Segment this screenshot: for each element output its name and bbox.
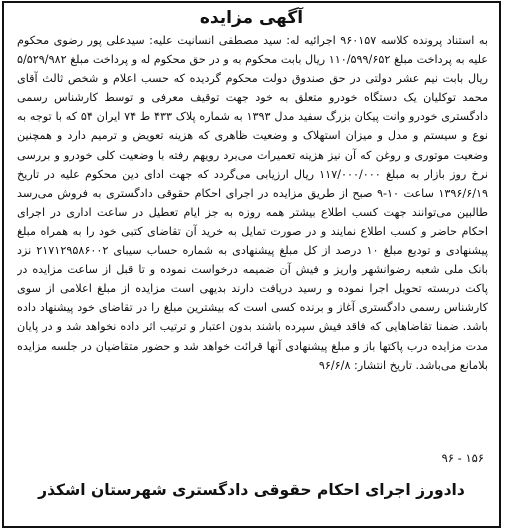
notice-signature: دادورز اجرای احکام حقوقی دادگستری شهرستان اشکذر	[38, 481, 465, 499]
notice-body: به استناد پرونده کلاسه ۹۶۰۱۵۷ اجرائیه له: سید مصطفی انسانیت علیه: سیدعلی پور رضوی محکوم علیه به پرداخت مبلغ ۱۱۰/۵۹۹/۶۵۲ ریال بابت محکوم به و در حق محکوم له و پرداخت مبلغ ۵/۵۲۹/۹۸۲ ریال بابت نیم عشر دولتی در حق صندوق دولت محکوم گردیده که حسب اعلام و شخص ثالث آقای محمد توکلیان یک دستگاه خودرو متعلق به خود جهت توقیف معرفی و توسط کارشناس رسمی دادگستری خودرو وانت پیکان بزرگ سفید مدل ۱۳۹۳ به شماره پلاک ۴۳۳ ط ۷۴ ایران ۵۴ که با توجه به نوع و سیستم و مدل و میزان استهلاک و وضعیت ظاهری که هزینه تعویض و ترمیم دارد و همچنین وضعیت موتوری و روغن که آن نیز هزینه تعمیرات می‌برد رویهم رفته با وضعیت کلی خودرو و بررسی نرخ روز بازار به مبلغ ۱۱۷/۰۰۰/۰۰۰ ریال ارزیابی می‌گردد که جهت ادای دین محکوم علیه در تاریخ ۱۳۹۶/۶/۱۹ ساعت ۱۰-۹ صبح از طریق مزایده در اجرای احکام حقوقی دادگستری به فروش می‌رسد طالبین می‌توانند جهت کسب اطلاع بیشتر همه روزه به جز ایام تعطیل در ساعت اداری در اجرای احکام حاضر و کسب اطلاع نمایند و در صورت تمایل به خرید آن تقاضای کتبی خود را به همراه مبلغ پیشنهادی و تودیع مبلغ ۱۰ درصد از کل مبلغ پیشنهادی به شماره حساب سیبای ۲۱۷۱۲۹۵۸۶۰۰۲ نزد بانک ملی شعبه رضوانشهر واریز و فیش آن ضمیمه درخواست نموده و تا قبل از ساعت مزایده در پاکت دربسته تحویل اجرا نموده و رسید دریافت دارند بدیهی است مزایده از مبلغ اعلامی از سوی کارشناس رسمی دادگستری آغاز و برنده کسی است که بیشترین مبلغ را در تقاضای خود پیشنهاد داده باشد. ضمنا تقاضاهایی که فاقد فیش سپرده باشند بدون اعتبار و ترتیب اثر داده نخواهد شد و در پایان مدت مزایده درب پاکتها باز و مبلغ پیشنهادی آنها قرائت خواهد شد و حضور متقاضیان در جلسه مزایده بلامانع می‌باشد. تاریخ انتشار: ۹۶/۶/۸	[17, 34, 488, 372]
notice-number: ۱۵۶ - ۹۶	[441, 451, 484, 465]
notice-title: آگهی مزایده	[199, 8, 304, 28]
auction-notice	[2, 1, 501, 528]
